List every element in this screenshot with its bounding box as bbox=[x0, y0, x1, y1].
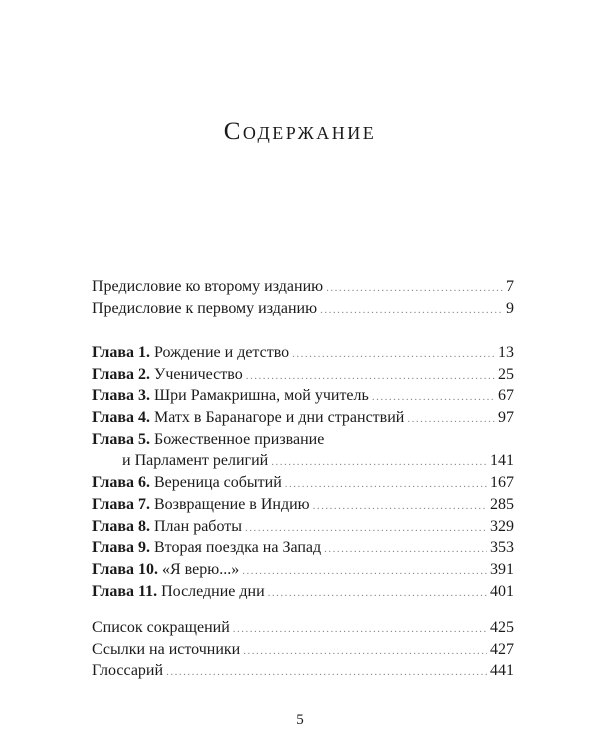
toc-entry-chapter-10[interactable] bbox=[92, 559, 514, 581]
dot-leader bbox=[320, 300, 503, 322]
entry-page-number: 67 bbox=[498, 387, 514, 405]
entry-label: Глоссарий bbox=[92, 662, 164, 680]
entry-label bbox=[92, 472, 282, 494]
entry-label bbox=[92, 537, 321, 559]
entry-label: Ссылки на источники bbox=[92, 640, 241, 658]
toc-entry-glossary[interactable] bbox=[92, 660, 514, 682]
chapter-prefix: Глава 2. bbox=[92, 365, 150, 383]
entry-page-number: 329 bbox=[490, 517, 514, 535]
chapter-prefix: Глава 8. bbox=[92, 517, 150, 535]
chapter-title: Вереница событий bbox=[154, 474, 282, 492]
dot-leader bbox=[292, 344, 495, 366]
toc-entry-chapter-9[interactable] bbox=[92, 537, 514, 559]
entry-page-number: 425 bbox=[490, 619, 514, 636]
entry-label bbox=[92, 429, 324, 451]
chapter-title: План работы bbox=[154, 517, 242, 535]
toc-entry-chapter-6[interactable] bbox=[92, 472, 514, 494]
dot-leader bbox=[407, 409, 495, 431]
entry-label: Предисловие ко второму изданию bbox=[92, 278, 324, 295]
chapter-prefix: Глава 5. bbox=[92, 430, 150, 448]
toc-entry-chapter-1[interactable] bbox=[92, 342, 514, 364]
chapter-title: Последние дни bbox=[161, 582, 265, 600]
page-title: Содержание bbox=[223, 118, 377, 145]
chapter-title: Возвращение в Индию bbox=[154, 495, 310, 513]
toc-entry-chapter-7[interactable] bbox=[92, 494, 514, 516]
toc-entry-chapter-3[interactable] bbox=[92, 385, 514, 407]
entry-label bbox=[92, 364, 243, 386]
chapter-prefix: Глава 11. bbox=[92, 582, 158, 600]
chapter-prefix: Глава 4. bbox=[92, 409, 150, 427]
entry-page-number: 141 bbox=[490, 452, 514, 470]
entry-label: Список сокращений bbox=[92, 619, 230, 636]
dot-leader bbox=[233, 619, 487, 641]
chapter-title-continuation: и Парламент религий bbox=[122, 452, 269, 470]
dot-leader bbox=[268, 583, 487, 605]
dot-leader bbox=[245, 518, 487, 540]
entry-page-number: 97 bbox=[498, 409, 514, 427]
toc-entry-chapter-5[interactable] bbox=[92, 429, 514, 451]
entry-page-number: 13 bbox=[498, 344, 514, 361]
dot-leader bbox=[242, 561, 487, 583]
chapter-prefix: Глава 3. bbox=[92, 387, 150, 405]
entry-page-number: 9 bbox=[506, 299, 514, 317]
entry-page-number: 7 bbox=[506, 278, 514, 295]
entry-label: Предисловие к первому изданию bbox=[92, 299, 318, 317]
dot-leader bbox=[372, 387, 495, 409]
entry-label bbox=[92, 494, 310, 516]
toc-entry-references[interactable] bbox=[92, 639, 514, 661]
dot-leader bbox=[166, 662, 487, 684]
entry-page-number: 353 bbox=[490, 539, 514, 557]
toc-entry-chapter-4[interactable] bbox=[92, 407, 514, 429]
entry-label bbox=[92, 407, 404, 429]
prefaces-section bbox=[92, 276, 514, 319]
chapter-title: Рождение и детство bbox=[154, 344, 290, 361]
entry-label bbox=[92, 385, 369, 407]
chapter-prefix: Глава 10. bbox=[92, 560, 158, 578]
chapter-title: Матх в Баранагоре и дни странствий bbox=[154, 409, 405, 427]
chapter-prefix: Глава 9. bbox=[92, 539, 150, 557]
chapter-title: «Я верю...» bbox=[162, 560, 240, 578]
toc-entry-chapter-5-continuation[interactable] bbox=[92, 450, 514, 472]
chapter-title: Шри Рамакришна, мой учитель bbox=[154, 387, 369, 405]
entry-page-number: 167 bbox=[490, 474, 514, 492]
entry-label bbox=[92, 342, 289, 364]
dot-leader bbox=[285, 474, 487, 496]
entry-page-number: 391 bbox=[490, 560, 514, 578]
entry-label bbox=[92, 516, 242, 538]
chapter-prefix: Глава 6. bbox=[92, 474, 150, 492]
entry-label bbox=[92, 581, 265, 603]
toc-entry-preface-2[interactable] bbox=[92, 276, 514, 298]
dot-leader bbox=[271, 452, 487, 474]
entry-page-number: 285 bbox=[490, 495, 514, 513]
chapter-prefix: Глава 1. bbox=[92, 344, 150, 361]
dot-leader bbox=[324, 539, 487, 561]
chapter-prefix: Глава 7. bbox=[92, 495, 150, 513]
chapters-section bbox=[92, 342, 514, 602]
toc-entry-abbreviations[interactable] bbox=[92, 617, 514, 639]
entry-page-number: 25 bbox=[498, 365, 514, 383]
chapter-title: Божественное призвание bbox=[154, 430, 325, 448]
entry-label bbox=[92, 559, 239, 581]
appendices-section bbox=[92, 617, 514, 682]
entry-page-number: 427 bbox=[490, 640, 514, 658]
toc-entry-chapter-11[interactable] bbox=[92, 581, 514, 603]
toc-entry-preface-1[interactable] bbox=[92, 298, 514, 320]
entry-page-number: 441 bbox=[490, 662, 514, 680]
dot-leader bbox=[243, 641, 487, 663]
page-number: 5 bbox=[296, 712, 304, 728]
chapter-title: Вторая поездка на Запад bbox=[154, 539, 322, 557]
entry-page-number: 401 bbox=[490, 582, 514, 600]
dot-leader bbox=[246, 366, 495, 388]
toc-entry-chapter-8[interactable] bbox=[92, 516, 514, 538]
dot-leader bbox=[313, 496, 487, 518]
dot-leader bbox=[326, 278, 503, 300]
chapter-title: Ученичество bbox=[154, 365, 243, 383]
toc-entry-chapter-2[interactable] bbox=[92, 364, 514, 386]
